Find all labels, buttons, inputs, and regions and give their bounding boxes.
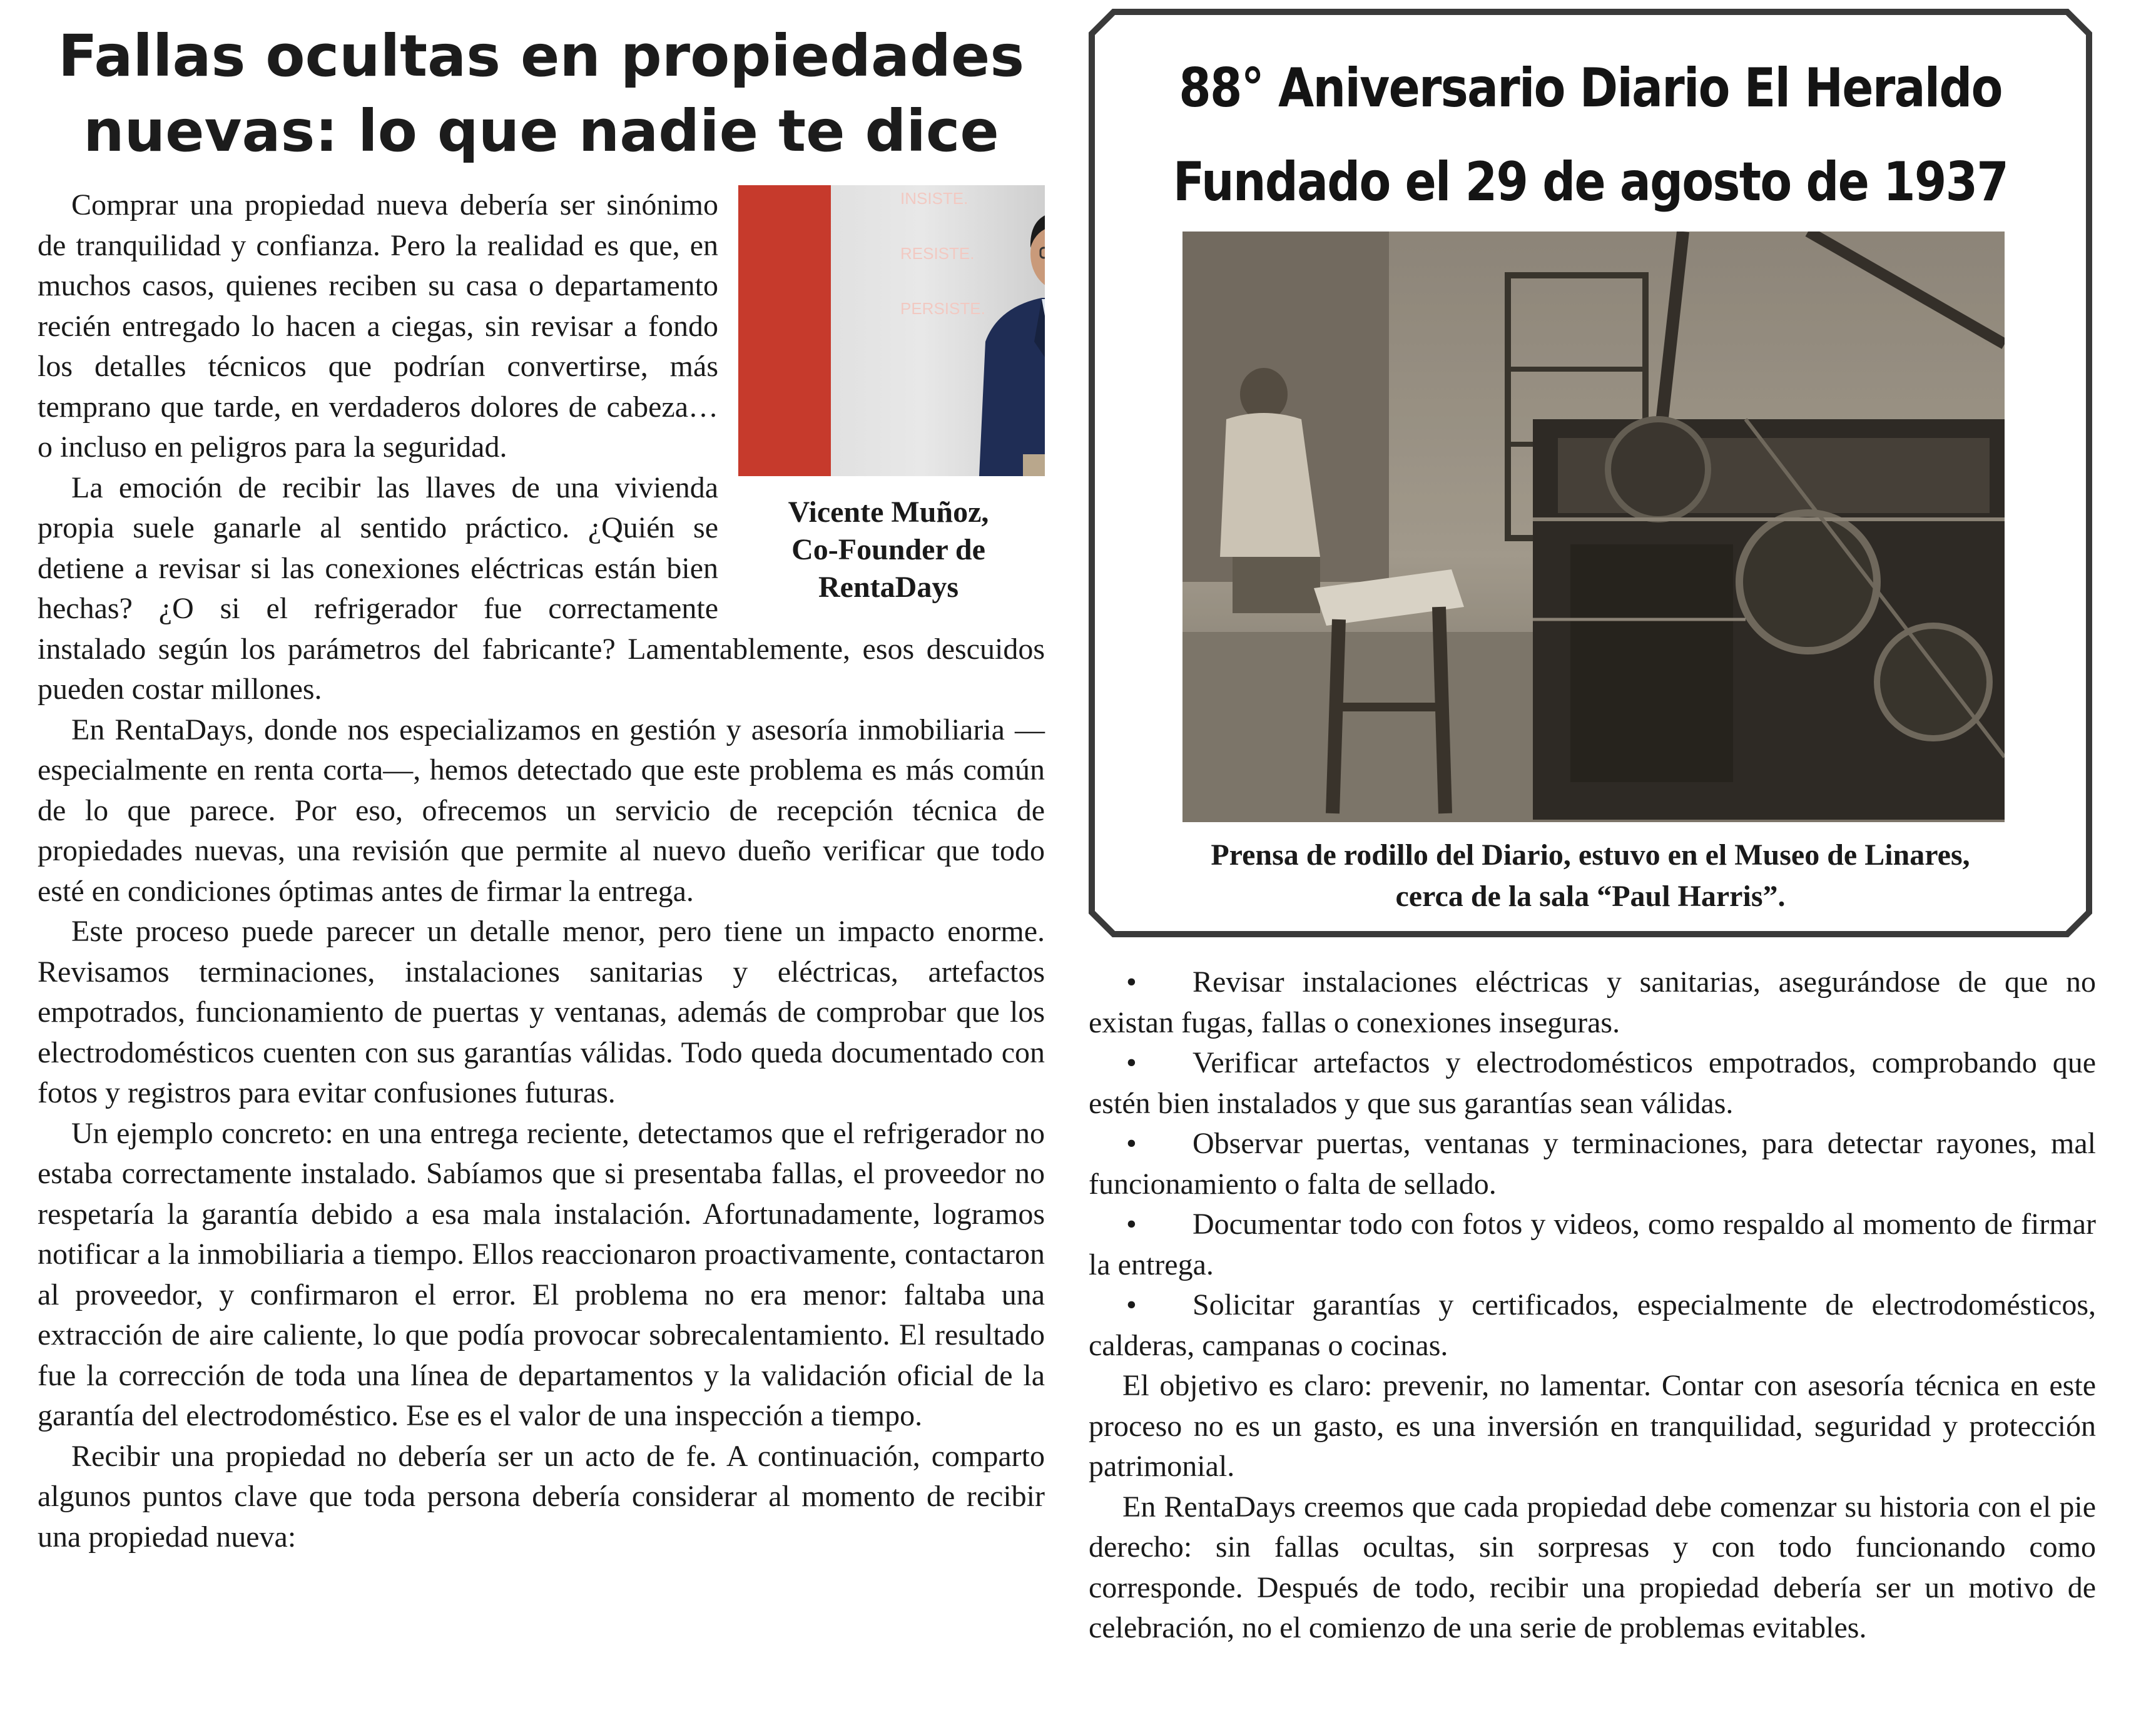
list-item-text: Revisar instalaciones eléctricas y sanitarias, asegurándose de que no existan fugas, fallas o conexiones inseguras. [1089, 965, 2096, 1039]
article-headline: Fallas ocultas en propiedades nuevas: lo que nadie te dice [58, 23, 1025, 165]
author-caption: Vicente Muñoz, Co-Founder de RentaDays [788, 496, 989, 604]
paragraph: El objetivo es claro: prevenir, no lamentar. Contar con asesoría técnica en este proceso no es un gasto, es una inversión en tranquilidad, seguridad y protección patrimonial. [1089, 1369, 2096, 1483]
bullet-marker: • [1126, 1127, 1137, 1160]
list-item-text: Verificar artefactos y electrodomésticos empotrados, comprobando que estén bien instalados y que sus garantías sean válidas. [1089, 1046, 2096, 1120]
paragraph: Este proceso puede parecer un detalle menor, pero tiene un impacto enorme. Revisamos terminaciones, instalaciones sanitarias y eléctricas, artefactos empotrados, funcionamiento de puertas y ventanas, además de comprobar que los electrodomésticos cuenten con sus garantías válidas. Todo queda documentado con fotos y registros para evitar confusiones futuras. [38, 915, 1045, 1109]
press-photo [1182, 232, 2005, 822]
list-item [1089, 1043, 2096, 1124]
bullet-marker: • [1126, 1288, 1137, 1321]
author-photo [738, 185, 1045, 476]
paragraph: Recibir una propiedad no debería ser un acto de fe. A continuación, comparto algunos puntos clave que toda persona debería considerar al momento de recibir una propiedad nueva: [38, 1439, 1045, 1554]
paragraph: La emoción de recibir las llaves de una vivienda propia suele ganarle al sentido práctico. ¿Quién se detiene a revisar si las conexiones eléctricas están bien hechas? ¿O si el refrigerador fue correctamente instalado según los parámetros del fabricante? Lamentablemente, esos descuidos pueden costar millones. [38, 471, 1045, 706]
key-points-list [1089, 962, 2096, 1366]
person-illustration [892, 185, 1045, 476]
anniversary-box [1089, 9, 2092, 937]
article-body [38, 185, 1045, 1557]
wall-text-3: PERSISTE. [900, 299, 985, 318]
right-column [1089, 9, 2096, 1649]
list-item [1089, 1124, 2096, 1204]
bullet-marker: • [1126, 1046, 1137, 1079]
paragraph: En RentaDays creemos que cada propiedad debe comenzar su historia con el pie derecho: sin fallas ocultas, sin sorpresas y con todo funcionando como corresponde. Después de todo, recibir una propiedad debería ser un motivo de celebración, no el comienzo de una serie de problemas evitables. [1089, 1490, 2096, 1644]
list-item-text: Observar puertas, ventanas y terminaciones, para detectar rayones, mal funcionamiento o falta de sellado. [1089, 1127, 2096, 1201]
printing-press-illustration [1182, 232, 2005, 822]
anniversary-title: 88° Aniversario Diario El Heraldo Fundado el 29 de agosto de 1937 [1172, 57, 2008, 213]
left-article [38, 19, 1045, 1557]
author-figure [732, 185, 1045, 606]
bullet-marker: • [1126, 1208, 1137, 1241]
red-wall [738, 185, 831, 476]
paragraph: Comprar una propiedad nueva debería ser sinónimo de tranquilidad y confianza. Pero la realidad es que, en muchos casos, quienes reciben su casa o departamento recién entregado lo hacen a ciegas, sin revisar a fondo los detalles técnicos que podrían convertirse, más temprano que tarde, en verdaderos dolores de cabeza… o incluso en peligros para la seguridad. [38, 188, 718, 464]
article-body-continued [1089, 1366, 2096, 1649]
list-item [1089, 1285, 2096, 1366]
list-item [1089, 1204, 2096, 1285]
press-photo-caption: Prensa de rodillo del Diario, estuvo en el Museo de Linares, cerca de la sala “Paul Harris”. [1211, 838, 1970, 913]
paragraph: En RentaDays, donde nos especializamos en gestión y asesoría inmobiliaria —especialmente en renta corta—, hemos detectado que este problema es más común de lo que parece. Por eso, ofrecemos un servicio de recepción técnica de propiedades nuevas, una revisión que permite al nuevo dueño verificar que todo esté en condiciones óptimas antes de firmar la entrega. [38, 713, 1045, 908]
list-item-text: Documentar todo con fotos y videos, como respaldo al momento de firmar la entrega. [1089, 1208, 2096, 1281]
wall-text-2: RESISTE. [900, 244, 975, 263]
paragraph: Un ejemplo concreto: en una entrega reciente, detectamos que el refrigerador no estaba correctamente instalado. Sabíamos que si presentaba fallas, el proveedor no respetaría la garantía debido a esa mala instalación. Afortunadamente, logramos notificar a la inmobiliaria a tiempo. Ellos reaccionaron proactivamente, contactaron al proveedor, y confirmaron el error. El problema no era menor: faltaba una extracción de aire caliente, lo que podía provocar sobrecalentamiento. El resultado fue la corrección de toda una línea de departamentos y la validación oficial de la garantía del electrodoméstico. Ese es el valor de una inspección a tiempo. [38, 1116, 1045, 1432]
wall-text-1: INSISTE. [900, 189, 969, 208]
list-item [1089, 962, 2096, 1043]
list-item-text: Solicitar garantías y certificados, especialmente de electrodomésticos, calderas, campanas o cocinas. [1089, 1288, 2096, 1362]
bullet-marker: • [1126, 965, 1137, 999]
